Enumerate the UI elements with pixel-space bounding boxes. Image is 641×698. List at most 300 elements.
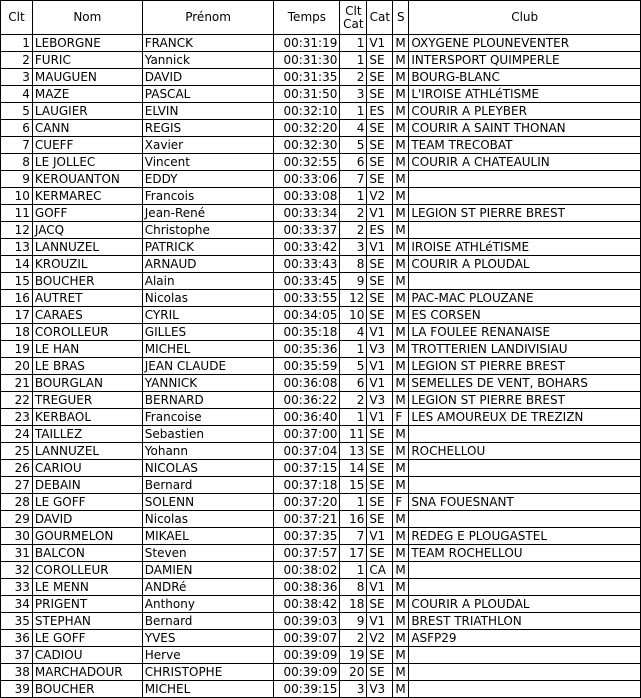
cell-nom: COROLLEUR bbox=[32, 324, 142, 341]
cell-club: INTERSPORT QUIMPERLE bbox=[409, 52, 641, 69]
cell-prenom: Nicolas bbox=[142, 511, 274, 528]
cell-sexe: M bbox=[393, 256, 409, 273]
cell-temps: 00:38:42 bbox=[274, 596, 340, 613]
cell-prenom: Xavier bbox=[142, 137, 274, 154]
cell-clt: 11 bbox=[1, 205, 33, 222]
cell-clt: 25 bbox=[1, 443, 33, 460]
table-row bbox=[1, 120, 641, 137]
cell-prenom: PASCAL bbox=[142, 86, 274, 103]
cell-prenom: Nicolas bbox=[142, 290, 274, 307]
cell-clt: 36 bbox=[1, 630, 33, 647]
cell-temps: 00:39:03 bbox=[274, 613, 340, 630]
cell-nom: CARIOU bbox=[32, 460, 142, 477]
cell-clt-cat: 1 bbox=[340, 562, 367, 579]
cell-temps: 00:36:08 bbox=[274, 375, 340, 392]
cell-club bbox=[409, 511, 641, 528]
table-row bbox=[1, 290, 641, 307]
cell-clt: 13 bbox=[1, 239, 33, 256]
cell-prenom: YANNICK bbox=[142, 375, 274, 392]
cell-club bbox=[409, 562, 641, 579]
cell-cat: SE bbox=[367, 596, 393, 613]
cell-temps: 00:36:22 bbox=[274, 392, 340, 409]
cell-nom: KERBAOL bbox=[32, 409, 142, 426]
cell-prenom: YVES bbox=[142, 630, 274, 647]
cell-clt: 35 bbox=[1, 613, 33, 630]
cell-temps: 00:37:15 bbox=[274, 460, 340, 477]
cell-nom: MAUGUEN bbox=[32, 69, 142, 86]
cell-temps: 00:31:19 bbox=[274, 35, 340, 52]
cell-clt-cat: 2 bbox=[340, 69, 367, 86]
cell-clt-cat: 20 bbox=[340, 664, 367, 681]
cell-nom: LE MENN bbox=[32, 579, 142, 596]
cell-cat: V3 bbox=[367, 341, 393, 358]
cell-sexe: M bbox=[393, 35, 409, 52]
cell-temps: 00:33:43 bbox=[274, 256, 340, 273]
cell-prenom: MICHEL bbox=[142, 341, 274, 358]
cell-prenom: GILLES bbox=[142, 324, 274, 341]
cell-temps: 00:38:02 bbox=[274, 562, 340, 579]
cell-prenom: SOLENN bbox=[142, 494, 274, 511]
cell-club: PAC-MAC PLOUZANE bbox=[409, 290, 641, 307]
cell-temps: 00:32:20 bbox=[274, 120, 340, 137]
cell-prenom: ELVIN bbox=[142, 103, 274, 120]
cell-clt-cat: 3 bbox=[340, 86, 367, 103]
cell-temps: 00:37:04 bbox=[274, 443, 340, 460]
table-row bbox=[1, 375, 641, 392]
cell-temps: 00:35:36 bbox=[274, 341, 340, 358]
cell-prenom: Herve bbox=[142, 647, 274, 664]
cell-clt: 9 bbox=[1, 171, 33, 188]
cell-clt-cat: 1 bbox=[340, 35, 367, 52]
cell-club bbox=[409, 647, 641, 664]
cell-nom: KROUZIL bbox=[32, 256, 142, 273]
cell-clt-cat: 15 bbox=[340, 477, 367, 494]
cell-club: LA FOULEE RENANAISE bbox=[409, 324, 641, 341]
cell-club: ROCHELLOU bbox=[409, 443, 641, 460]
cell-cat: SE bbox=[367, 256, 393, 273]
cell-prenom: ARNAUD bbox=[142, 256, 274, 273]
cell-clt-cat: 13 bbox=[340, 443, 367, 460]
cell-nom: BALCON bbox=[32, 545, 142, 562]
cell-clt: 18 bbox=[1, 324, 33, 341]
cell-temps: 00:33:37 bbox=[274, 222, 340, 239]
cell-club: TEAM TRECOBAT bbox=[409, 137, 641, 154]
table-row bbox=[1, 358, 641, 375]
cell-club bbox=[409, 579, 641, 596]
table-row bbox=[1, 494, 641, 511]
table-row bbox=[1, 579, 641, 596]
cell-cat: V1 bbox=[367, 375, 393, 392]
cell-clt-cat: 14 bbox=[340, 460, 367, 477]
cell-prenom: Jean-René bbox=[142, 205, 274, 222]
cell-temps: 00:35:18 bbox=[274, 324, 340, 341]
cell-clt: 8 bbox=[1, 154, 33, 171]
cell-club: COURIR A SAINT THONAN bbox=[409, 120, 641, 137]
table-row bbox=[1, 460, 641, 477]
cell-clt: 17 bbox=[1, 307, 33, 324]
cell-temps: 00:39:15 bbox=[274, 681, 340, 698]
cell-temps: 00:39:09 bbox=[274, 647, 340, 664]
cell-club: COURIR A PLOUDAL bbox=[409, 256, 641, 273]
cell-sexe: M bbox=[393, 681, 409, 698]
table-row bbox=[1, 664, 641, 681]
cell-prenom: Bernard bbox=[142, 613, 274, 630]
cell-nom: CADIOU bbox=[32, 647, 142, 664]
cell-temps: 00:34:05 bbox=[274, 307, 340, 324]
cell-cat: SE bbox=[367, 86, 393, 103]
cell-clt: 12 bbox=[1, 222, 33, 239]
cell-temps: 00:33:45 bbox=[274, 273, 340, 290]
cell-clt: 14 bbox=[1, 256, 33, 273]
cell-sexe: M bbox=[393, 205, 409, 222]
cell-clt-cat: 7 bbox=[340, 528, 367, 545]
cell-clt: 1 bbox=[1, 35, 33, 52]
table-row bbox=[1, 103, 641, 120]
cell-prenom: Vincent bbox=[142, 154, 274, 171]
cell-cat: SE bbox=[367, 426, 393, 443]
cell-clt: 28 bbox=[1, 494, 33, 511]
table-row bbox=[1, 69, 641, 86]
cell-sexe: M bbox=[393, 545, 409, 562]
cell-sexe: M bbox=[393, 358, 409, 375]
cell-sexe: M bbox=[393, 290, 409, 307]
cell-club bbox=[409, 188, 641, 205]
cell-sexe: M bbox=[393, 154, 409, 171]
cell-club bbox=[409, 426, 641, 443]
cell-clt-cat: 9 bbox=[340, 613, 367, 630]
cell-cat: SE bbox=[367, 460, 393, 477]
header-sexe: S bbox=[393, 1, 409, 35]
cell-nom: DAVID bbox=[32, 511, 142, 528]
cell-nom: CARAES bbox=[32, 307, 142, 324]
cell-nom: LE BRAS bbox=[32, 358, 142, 375]
cell-nom: LANNUZEL bbox=[32, 239, 142, 256]
cell-prenom: JEAN CLAUDE bbox=[142, 358, 274, 375]
cell-club: SEMELLES DE VENT, BOHARS bbox=[409, 375, 641, 392]
cell-cat: SE bbox=[367, 52, 393, 69]
cell-nom: LE HAN bbox=[32, 341, 142, 358]
cell-temps: 00:37:35 bbox=[274, 528, 340, 545]
cell-cat: V3 bbox=[367, 681, 393, 698]
cell-cat: V3 bbox=[367, 392, 393, 409]
cell-temps: 00:37:00 bbox=[274, 426, 340, 443]
table-row bbox=[1, 188, 641, 205]
cell-prenom: PATRICK bbox=[142, 239, 274, 256]
cell-club: OXYGENE PLOUNEVENTER bbox=[409, 35, 641, 52]
cell-prenom: Sebastien bbox=[142, 426, 274, 443]
cell-clt: 26 bbox=[1, 460, 33, 477]
cell-prenom: DAVID bbox=[142, 69, 274, 86]
cell-nom: DEBAIN bbox=[32, 477, 142, 494]
cell-temps: 00:32:10 bbox=[274, 103, 340, 120]
cell-temps: 00:35:59 bbox=[274, 358, 340, 375]
cell-club: COURIR A PLOUDAL bbox=[409, 596, 641, 613]
cell-nom: GOFF bbox=[32, 205, 142, 222]
cell-prenom: Yohann bbox=[142, 443, 274, 460]
cell-clt-cat: 10 bbox=[340, 307, 367, 324]
cell-prenom: Alain bbox=[142, 273, 274, 290]
cell-sexe: M bbox=[393, 596, 409, 613]
cell-clt: 5 bbox=[1, 103, 33, 120]
cell-cat: CA bbox=[367, 562, 393, 579]
cell-clt-cat: 7 bbox=[340, 171, 367, 188]
table-row bbox=[1, 426, 641, 443]
cell-prenom: Yannick bbox=[142, 52, 274, 69]
cell-cat: SE bbox=[367, 171, 393, 188]
cell-clt: 10 bbox=[1, 188, 33, 205]
cell-nom: AUTRET bbox=[32, 290, 142, 307]
cell-clt: 32 bbox=[1, 562, 33, 579]
cell-cat: V2 bbox=[367, 188, 393, 205]
cell-nom: MAZE bbox=[32, 86, 142, 103]
cell-clt-cat: 1 bbox=[340, 341, 367, 358]
cell-club: REDEG E PLOUGASTEL bbox=[409, 528, 641, 545]
cell-prenom: Francoise bbox=[142, 409, 274, 426]
cell-cat: V1 bbox=[367, 409, 393, 426]
cell-clt-cat: 2 bbox=[340, 630, 367, 647]
cell-clt-cat: 6 bbox=[340, 154, 367, 171]
cell-club: IROISE ATHLéTISME bbox=[409, 239, 641, 256]
cell-clt: 29 bbox=[1, 511, 33, 528]
cell-club: BREST TRIATHLON bbox=[409, 613, 641, 630]
cell-sexe: M bbox=[393, 443, 409, 460]
cell-club: ASFP29 bbox=[409, 630, 641, 647]
cell-cat: SE bbox=[367, 664, 393, 681]
results-body bbox=[1, 35, 641, 698]
cell-cat: SE bbox=[367, 307, 393, 324]
cell-clt-cat: 3 bbox=[340, 239, 367, 256]
cell-clt-cat: 5 bbox=[340, 137, 367, 154]
cell-nom: CUEFF bbox=[32, 137, 142, 154]
cell-prenom: REGIS bbox=[142, 120, 274, 137]
cell-clt-cat: 1 bbox=[340, 494, 367, 511]
cell-cat: V1 bbox=[367, 528, 393, 545]
cell-club: L'IROISE ATHLéTISME bbox=[409, 86, 641, 103]
cell-temps: 00:37:57 bbox=[274, 545, 340, 562]
table-row bbox=[1, 324, 641, 341]
cell-clt-cat: 1 bbox=[340, 52, 367, 69]
header-prenom: Prénom bbox=[142, 1, 274, 35]
cell-nom: BOURGLAN bbox=[32, 375, 142, 392]
cell-temps: 00:33:34 bbox=[274, 205, 340, 222]
cell-sexe: M bbox=[393, 86, 409, 103]
cell-clt-cat: 11 bbox=[340, 426, 367, 443]
table-row bbox=[1, 528, 641, 545]
cell-nom: LE GOFF bbox=[32, 494, 142, 511]
cell-prenom: Francois bbox=[142, 188, 274, 205]
cell-clt-cat: 8 bbox=[340, 579, 367, 596]
cell-temps: 00:31:30 bbox=[274, 52, 340, 69]
header-cat: Cat bbox=[367, 1, 393, 35]
cell-clt-cat: 2 bbox=[340, 392, 367, 409]
cell-sexe: M bbox=[393, 477, 409, 494]
cell-clt-cat: 1 bbox=[340, 409, 367, 426]
cell-sexe: M bbox=[393, 460, 409, 477]
cell-prenom: Bernard bbox=[142, 477, 274, 494]
cell-prenom: BERNARD bbox=[142, 392, 274, 409]
cell-cat: SE bbox=[367, 137, 393, 154]
cell-cat: V1 bbox=[367, 358, 393, 375]
cell-prenom: MIKAEL bbox=[142, 528, 274, 545]
header-row bbox=[1, 1, 641, 35]
cell-nom: LEBORGNE bbox=[32, 35, 142, 52]
cell-clt-cat: 12 bbox=[340, 290, 367, 307]
cell-clt-cat: 18 bbox=[340, 596, 367, 613]
cell-temps: 00:31:35 bbox=[274, 69, 340, 86]
cell-clt: 7 bbox=[1, 137, 33, 154]
cell-temps: 00:33:55 bbox=[274, 290, 340, 307]
cell-sexe: M bbox=[393, 171, 409, 188]
table-row bbox=[1, 52, 641, 69]
cell-temps: 00:39:07 bbox=[274, 630, 340, 647]
cell-nom: JACQ bbox=[32, 222, 142, 239]
cell-club bbox=[409, 222, 641, 239]
cell-sexe: M bbox=[393, 222, 409, 239]
cell-cat: SE bbox=[367, 154, 393, 171]
cell-clt-cat: 16 bbox=[340, 511, 367, 528]
table-row bbox=[1, 137, 641, 154]
cell-cat: SE bbox=[367, 290, 393, 307]
cell-clt: 21 bbox=[1, 375, 33, 392]
cell-sexe: M bbox=[393, 307, 409, 324]
cell-club: BOURG-BLANC bbox=[409, 69, 641, 86]
header-clt: Clt bbox=[1, 1, 33, 35]
cell-sexe: M bbox=[393, 630, 409, 647]
table-row bbox=[1, 35, 641, 52]
cell-temps: 00:36:40 bbox=[274, 409, 340, 426]
cell-clt: 30 bbox=[1, 528, 33, 545]
cell-nom: TREGUER bbox=[32, 392, 142, 409]
cell-temps: 00:32:30 bbox=[274, 137, 340, 154]
cell-sexe: M bbox=[393, 239, 409, 256]
cell-clt: 37 bbox=[1, 647, 33, 664]
cell-cat: V1 bbox=[367, 35, 393, 52]
table-row bbox=[1, 256, 641, 273]
cell-clt: 4 bbox=[1, 86, 33, 103]
cell-cat: SE bbox=[367, 443, 393, 460]
cell-prenom: NICOLAS bbox=[142, 460, 274, 477]
cell-clt-cat: 4 bbox=[340, 324, 367, 341]
cell-cat: ES bbox=[367, 103, 393, 120]
cell-club bbox=[409, 171, 641, 188]
cell-clt-cat: 2 bbox=[340, 205, 367, 222]
cell-clt: 2 bbox=[1, 52, 33, 69]
table-row bbox=[1, 273, 641, 290]
cell-clt: 34 bbox=[1, 596, 33, 613]
cell-clt: 24 bbox=[1, 426, 33, 443]
header-clt-cat-line2: Cat bbox=[343, 16, 364, 31]
cell-temps: 00:33:08 bbox=[274, 188, 340, 205]
cell-nom: KERMAREC bbox=[32, 188, 142, 205]
cell-club bbox=[409, 477, 641, 494]
cell-prenom: CHRISTOPHE bbox=[142, 664, 274, 681]
cell-prenom: Steven bbox=[142, 545, 274, 562]
cell-clt-cat: 4 bbox=[340, 120, 367, 137]
cell-temps: 00:33:06 bbox=[274, 171, 340, 188]
cell-nom: LANNUZEL bbox=[32, 443, 142, 460]
cell-temps: 00:37:21 bbox=[274, 511, 340, 528]
header-clt-cat-line1: Clt bbox=[345, 3, 362, 18]
cell-sexe: M bbox=[393, 188, 409, 205]
cell-nom: LAUGIER bbox=[32, 103, 142, 120]
cell-clt: 27 bbox=[1, 477, 33, 494]
cell-clt: 15 bbox=[1, 273, 33, 290]
header-clt-cat bbox=[340, 1, 367, 35]
cell-clt: 20 bbox=[1, 358, 33, 375]
table-row bbox=[1, 545, 641, 562]
table-row bbox=[1, 596, 641, 613]
cell-clt-cat: 19 bbox=[340, 647, 367, 664]
cell-sexe: M bbox=[393, 137, 409, 154]
cell-clt: 3 bbox=[1, 69, 33, 86]
table-row bbox=[1, 409, 641, 426]
cell-cat: SE bbox=[367, 273, 393, 290]
cell-sexe: M bbox=[393, 647, 409, 664]
cell-sexe: M bbox=[393, 664, 409, 681]
cell-clt: 39 bbox=[1, 681, 33, 698]
cell-clt-cat: 8 bbox=[340, 256, 367, 273]
cell-nom: KEROUANTON bbox=[32, 171, 142, 188]
cell-clt-cat: 17 bbox=[340, 545, 367, 562]
cell-nom: LE GOFF bbox=[32, 630, 142, 647]
cell-temps: 00:39:09 bbox=[274, 664, 340, 681]
cell-prenom: FRANCK bbox=[142, 35, 274, 52]
cell-sexe: M bbox=[393, 613, 409, 630]
cell-clt-cat: 6 bbox=[340, 375, 367, 392]
table-row bbox=[1, 341, 641, 358]
cell-nom: STEPHAN bbox=[32, 613, 142, 630]
cell-club: ES CORSEN bbox=[409, 307, 641, 324]
header-temps: Temps bbox=[274, 1, 340, 35]
cell-clt-cat: 3 bbox=[340, 681, 367, 698]
cell-sexe: M bbox=[393, 341, 409, 358]
cell-sexe: M bbox=[393, 375, 409, 392]
cell-sexe: M bbox=[393, 511, 409, 528]
table-row bbox=[1, 222, 641, 239]
cell-clt: 23 bbox=[1, 409, 33, 426]
cell-cat: SE bbox=[367, 69, 393, 86]
cell-clt-cat: 9 bbox=[340, 273, 367, 290]
table-row bbox=[1, 307, 641, 324]
cell-prenom: EDDY bbox=[142, 171, 274, 188]
table-row bbox=[1, 171, 641, 188]
table-row bbox=[1, 613, 641, 630]
table-row bbox=[1, 562, 641, 579]
table-row bbox=[1, 647, 641, 664]
header-nom: Nom bbox=[32, 1, 142, 35]
cell-cat: V2 bbox=[367, 630, 393, 647]
cell-prenom: DAMIEN bbox=[142, 562, 274, 579]
table-row bbox=[1, 205, 641, 222]
cell-nom: BOUCHER bbox=[32, 681, 142, 698]
cell-prenom: Christophe bbox=[142, 222, 274, 239]
cell-temps: 00:32:55 bbox=[274, 154, 340, 171]
cell-cat: V1 bbox=[367, 579, 393, 596]
cell-nom: TAILLEZ bbox=[32, 426, 142, 443]
cell-clt-cat: 1 bbox=[340, 103, 367, 120]
cell-sexe: F bbox=[393, 494, 409, 511]
cell-clt-cat: 1 bbox=[340, 188, 367, 205]
cell-cat: V1 bbox=[367, 205, 393, 222]
cell-nom: CANN bbox=[32, 120, 142, 137]
cell-club bbox=[409, 273, 641, 290]
cell-sexe: M bbox=[393, 579, 409, 596]
table-row bbox=[1, 630, 641, 647]
cell-cat: SE bbox=[367, 120, 393, 137]
cell-sexe: M bbox=[393, 273, 409, 290]
cell-nom: MARCHADOUR bbox=[32, 664, 142, 681]
cell-sexe: M bbox=[393, 120, 409, 137]
